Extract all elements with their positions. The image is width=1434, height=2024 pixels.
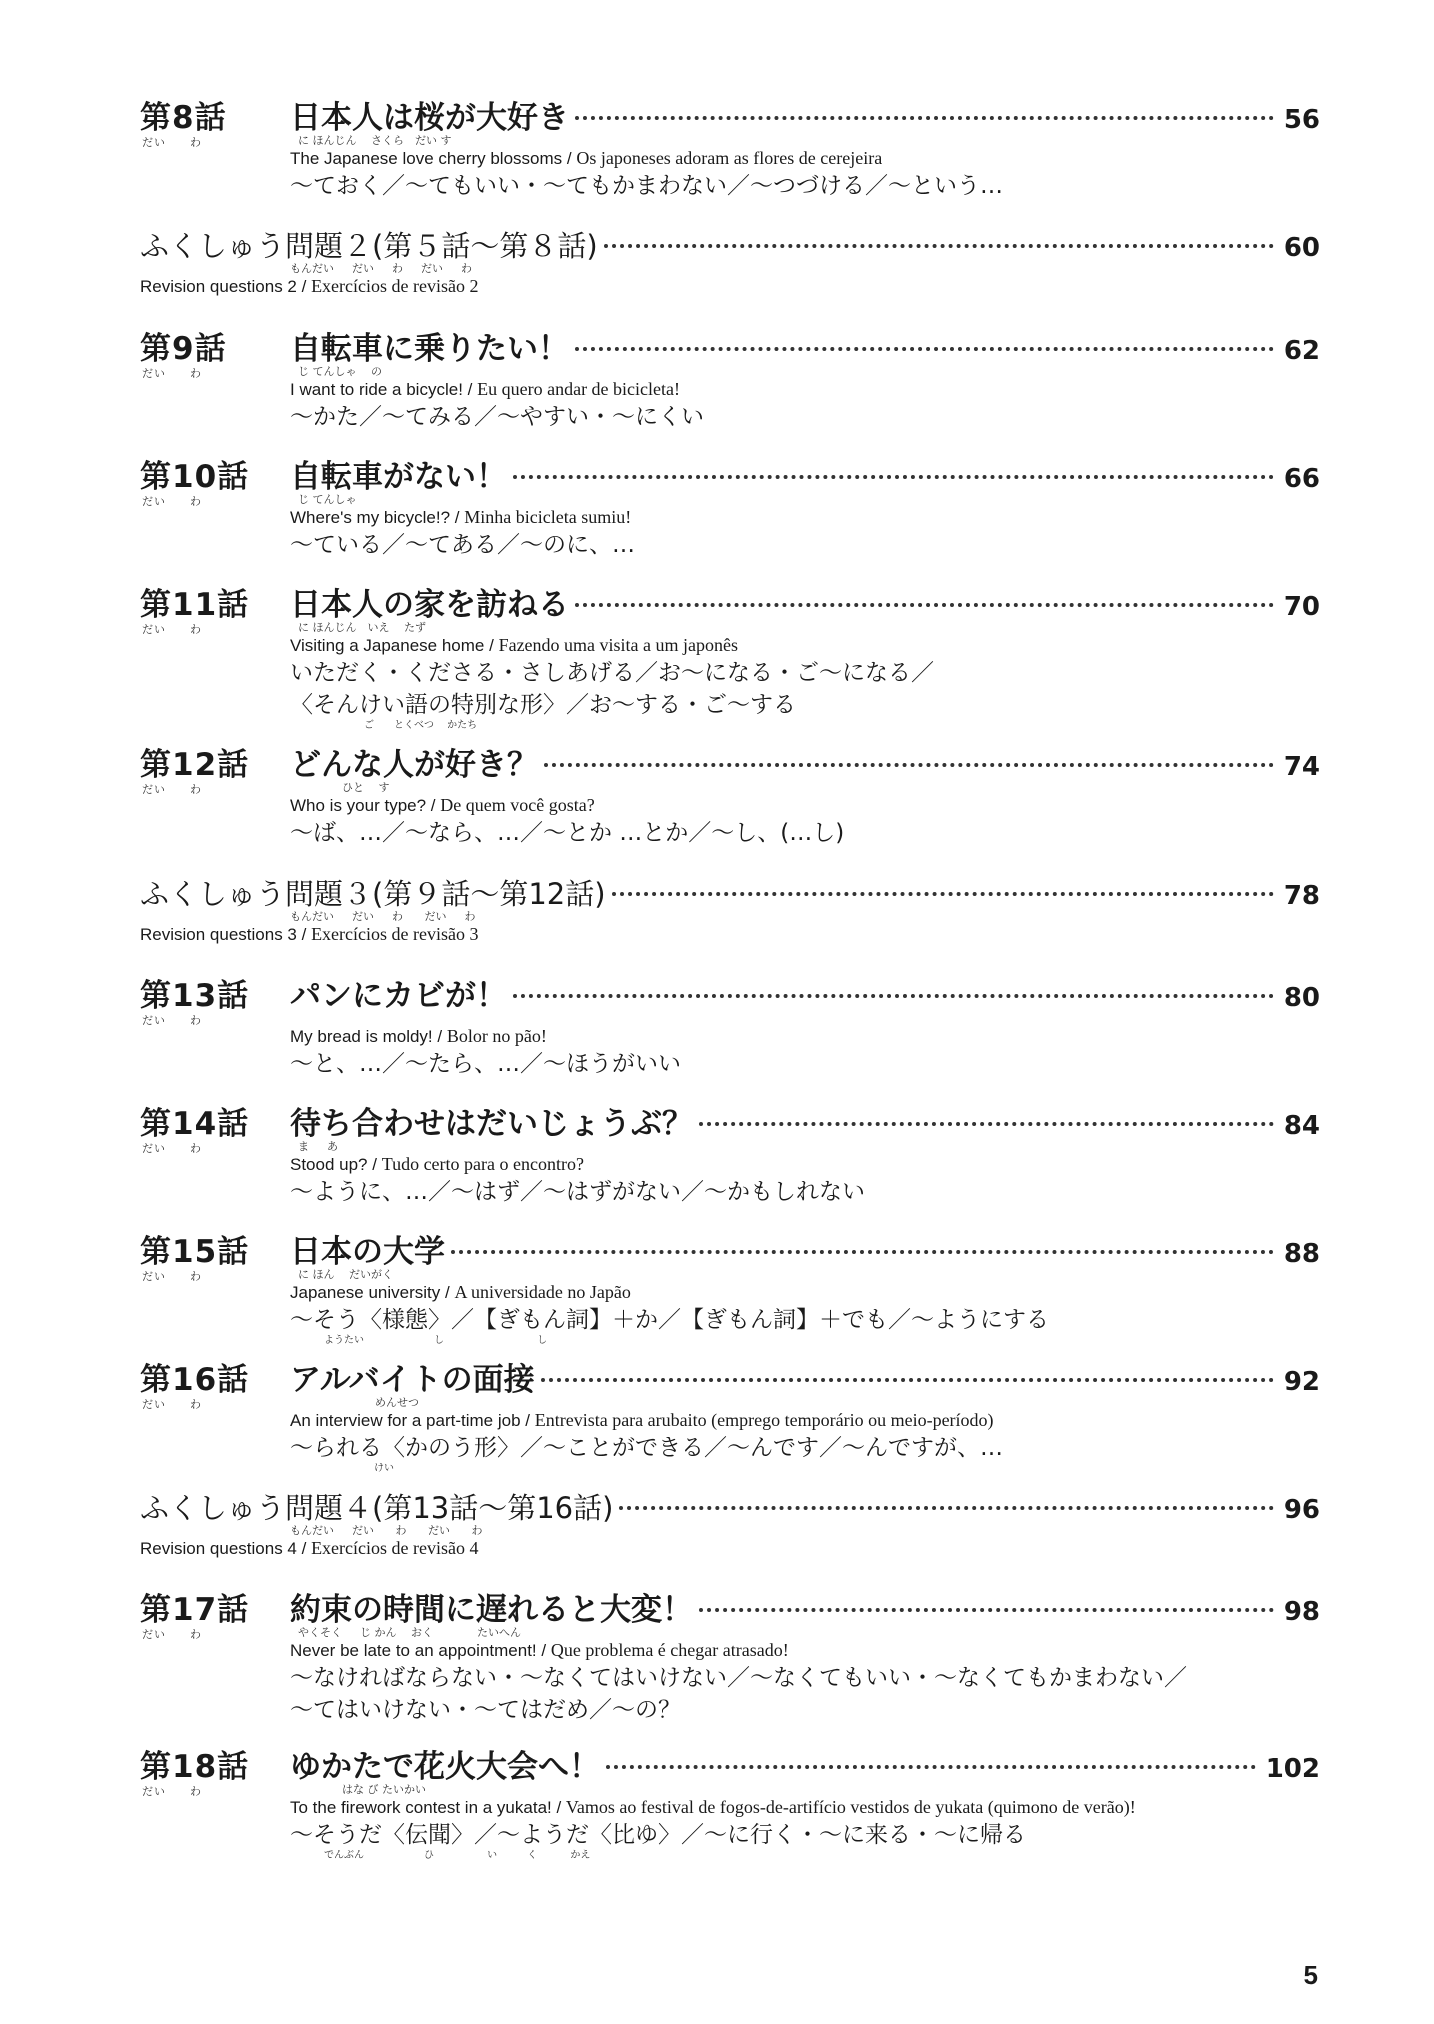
dot-leader bbox=[699, 1608, 1274, 1612]
dot-leader bbox=[699, 1122, 1274, 1126]
grammar-ruby: けい bbox=[294, 1463, 394, 1474]
subtitle-english: An interview for a part-time job / bbox=[290, 1411, 530, 1430]
subtitle-english: Japanese university / bbox=[290, 1283, 450, 1302]
chapter-label: 第15話 bbox=[140, 1234, 250, 1270]
subtitle-portuguese: De quem você gosta? bbox=[440, 795, 595, 815]
dot-leader bbox=[604, 244, 1274, 248]
title-ruby: じ てんしゃ bbox=[298, 493, 357, 506]
dot-leader bbox=[606, 1765, 1256, 1769]
title-ruby: もんだい だい わ だい わ bbox=[290, 1524, 483, 1537]
chapter-label: 第11話 bbox=[140, 587, 250, 623]
chapter-label: 第10話 bbox=[140, 459, 250, 495]
subtitle-english: I want to ride a bicycle! / bbox=[290, 380, 473, 399]
chapter-title: 約束の時間に遅れると大変！ bbox=[290, 1592, 693, 1628]
chapter-title: ゆかたで花火大会へ！ bbox=[290, 1749, 600, 1785]
chapter-label: 第9話 bbox=[140, 331, 227, 367]
dot-leader bbox=[612, 892, 1274, 896]
grammar-points: 〜ておく／〜てもいい・〜てもかまわない／〜つづける／〜という… bbox=[290, 173, 1003, 199]
grammar-ruby: でんぶん ひ い く かえ bbox=[294, 1850, 591, 1861]
subtitle bbox=[140, 1537, 1320, 1560]
grammar-points: 〜と、…／〜たら、…／〜ほうがいい bbox=[290, 1051, 681, 1077]
grammar-points: 〜られる〈かのう形〉／〜ことができる／〜んです／〜んですが、… bbox=[290, 1435, 1003, 1461]
chapter-label-ruby: だい わ bbox=[142, 1014, 202, 1027]
grammar-points-line-1: いただく・くださる・さしあげる／お〜になる・ご〜になる／ bbox=[290, 660, 934, 686]
grammar-ruby: ようたい し し bbox=[294, 1335, 548, 1346]
chapter-label-ruby: だい わ bbox=[142, 783, 202, 796]
subtitle bbox=[290, 506, 1320, 529]
revision-title: ふくしゅう問題２(第５話〜第８話) bbox=[140, 229, 598, 263]
page-number: 78 bbox=[1283, 881, 1320, 911]
chapter-title: どんな人が好き？ bbox=[290, 747, 538, 783]
page-number: 96 bbox=[1283, 1495, 1320, 1525]
dot-leader bbox=[575, 347, 1274, 351]
title-ruby: やくそく じ かん おく たいへん bbox=[298, 1626, 521, 1639]
grammar-points-line-1: 〜なければならない・〜なくてはいけない／〜なくてもいい・〜なくてもかまわない／ bbox=[290, 1665, 1187, 1691]
dot-leader bbox=[541, 1378, 1274, 1382]
subtitle-portuguese: Fazendo uma visita a um japonês bbox=[498, 635, 739, 655]
dot-leader bbox=[513, 994, 1274, 998]
grammar-points-line-2: 〜てはいけない・〜てはだめ／〜の？ bbox=[290, 1697, 681, 1723]
subtitle bbox=[290, 794, 1320, 817]
chapter-title: 日本人は桜が大好き bbox=[290, 100, 569, 136]
subtitle bbox=[290, 1639, 1320, 1662]
toc-entry-revision-2[interactable] bbox=[140, 226, 1320, 298]
subtitle bbox=[290, 1281, 1320, 1304]
subtitle bbox=[140, 275, 1320, 298]
page-number: 102 bbox=[1265, 1754, 1320, 1784]
subtitle-portuguese: A universidade no Japão bbox=[454, 1282, 631, 1302]
dot-leader bbox=[575, 116, 1274, 120]
grammar-points: 〜そうだ〈伝聞〉／〜ようだ〈比ゆ〉／〜に行く・〜に来る・〜に帰る bbox=[290, 1822, 1026, 1848]
chapter-label: 第8話 bbox=[140, 100, 227, 136]
subtitle bbox=[290, 1796, 1320, 1819]
grammar-ruby: ご とくべつ かたち bbox=[294, 720, 478, 731]
chapter-title: 日本の大学 bbox=[290, 1234, 445, 1270]
page-number: 88 bbox=[1283, 1239, 1320, 1269]
chapter-label-ruby: だい わ bbox=[142, 367, 202, 380]
page-number: 74 bbox=[1283, 752, 1320, 782]
chapter-label-ruby: だい わ bbox=[142, 136, 202, 149]
subtitle-english: Revision questions 2 / bbox=[140, 277, 307, 296]
subtitle-portuguese: Os japoneses adoram as flores de cerejeira bbox=[576, 148, 883, 168]
footer-page-number: 5 bbox=[1303, 1960, 1318, 1990]
subtitle-portuguese: Bolor no pão! bbox=[446, 1026, 547, 1046]
title-ruby: もんだい だい わ だい わ bbox=[290, 262, 472, 275]
subtitle-portuguese: Entrevista para arubaito (emprego temporário ou meio-período) bbox=[534, 1410, 994, 1430]
chapter-label: 第17話 bbox=[140, 1592, 250, 1628]
page-number: 98 bbox=[1283, 1597, 1320, 1627]
toc-entry-revision-4[interactable] bbox=[140, 1488, 1320, 1560]
toc-entry-revision-3[interactable] bbox=[140, 874, 1320, 946]
subtitle-english: Visiting a Japanese home / bbox=[290, 636, 494, 655]
chapter-label-ruby: だい わ bbox=[142, 1398, 202, 1411]
title-ruby: じ てんしゃ の bbox=[298, 365, 382, 378]
page-number: 66 bbox=[1283, 464, 1320, 494]
subtitle-english: Stood up? / bbox=[290, 1155, 377, 1174]
chapter-title: アルバイトの面接 bbox=[290, 1362, 535, 1398]
page-number: 62 bbox=[1283, 336, 1320, 366]
title-ruby: ま あ bbox=[298, 1140, 338, 1153]
grammar-points: 〜かた／〜てみる／〜やすい・〜にくい bbox=[290, 404, 704, 430]
grammar-points: 〜ている／〜てある／〜のに、… bbox=[290, 532, 635, 558]
subtitle-portuguese: Exercícios de revisão 4 bbox=[311, 1538, 479, 1558]
chapter-label-ruby: だい わ bbox=[142, 1142, 202, 1155]
page-number: 56 bbox=[1283, 105, 1320, 135]
chapter-title: パンにカビが！ bbox=[290, 978, 507, 1014]
subtitle-english: The Japanese love cherry blossoms / bbox=[290, 149, 572, 168]
subtitle-english: To the firework contest in a yukata! / bbox=[290, 1798, 562, 1817]
subtitle-portuguese: Exercícios de revisão 3 bbox=[311, 924, 479, 944]
revision-title: ふくしゅう問題３(第９話〜第12話) bbox=[140, 877, 606, 911]
subtitle bbox=[290, 1409, 1320, 1432]
grammar-points: 〜ば、…／〜なら、…／〜とか …とか／〜し、(…し) bbox=[290, 820, 845, 846]
chapter-label: 第18話 bbox=[140, 1749, 250, 1785]
grammar-points-line-2: 〈そんけい語の特別な形〉／お〜する・ご〜する bbox=[290, 692, 796, 718]
subtitle-english: Where's my bicycle!? / bbox=[290, 508, 460, 527]
chapter-label-ruby: だい わ bbox=[142, 1785, 202, 1798]
title-ruby: ひと す bbox=[298, 781, 390, 794]
dot-leader bbox=[575, 603, 1274, 607]
subtitle-english: Revision questions 4 / bbox=[140, 1539, 307, 1558]
dot-leader bbox=[544, 763, 1274, 767]
chapter-label-ruby: だい わ bbox=[142, 495, 202, 508]
subtitle-portuguese: Eu quero andar de bicicleta! bbox=[477, 379, 681, 399]
subtitle-portuguese: Exercícios de revisão 2 bbox=[311, 276, 479, 296]
dot-leader bbox=[619, 1506, 1273, 1510]
subtitle bbox=[290, 147, 1320, 170]
title-ruby: に ほんじん さくら だい す bbox=[298, 134, 452, 147]
chapter-label: 第14話 bbox=[140, 1106, 250, 1142]
page-number: 92 bbox=[1283, 1367, 1320, 1397]
title-ruby: に ほんじん いえ たず bbox=[298, 621, 426, 634]
chapter-label: 第12話 bbox=[140, 747, 250, 783]
title-ruby: はな び たいかい bbox=[298, 1783, 426, 1796]
subtitle-portuguese: Vamos ao festival de fogos-de-artifício vestidos de yukata (quimono de verão)! bbox=[565, 1797, 1136, 1817]
title-ruby: めんせつ bbox=[298, 1396, 419, 1409]
page-number: 60 bbox=[1283, 233, 1320, 263]
grammar-points: 〜ように、…／〜はず／〜はずがない／〜かもしれない bbox=[290, 1179, 865, 1205]
chapter-title: 日本人の家を訪ねる bbox=[290, 587, 569, 623]
chapter-title: 自転車がない！ bbox=[290, 459, 507, 495]
subtitle bbox=[290, 1025, 1320, 1048]
subtitle-portuguese: Tudo certo para o encontro? bbox=[381, 1154, 584, 1174]
subtitle-english: Never be late to an appointment! / bbox=[290, 1641, 547, 1660]
dot-leader bbox=[451, 1250, 1274, 1254]
chapter-label: 第13話 bbox=[140, 978, 250, 1014]
chapter-title: 自転車に乗りたい！ bbox=[290, 331, 569, 367]
chapter-label: 第16話 bbox=[140, 1362, 250, 1398]
subtitle bbox=[290, 634, 1320, 657]
subtitle bbox=[290, 1153, 1320, 1176]
chapter-label-ruby: だい わ bbox=[142, 623, 202, 636]
page-number: 80 bbox=[1283, 983, 1320, 1013]
dot-leader bbox=[513, 475, 1274, 479]
subtitle-english: Revision questions 3 / bbox=[140, 925, 307, 944]
chapter-title: 待ち合わせはだいじょうぶ？ bbox=[290, 1106, 693, 1142]
page-number: 70 bbox=[1283, 592, 1320, 622]
title-ruby: に ほん だいがく bbox=[298, 1268, 393, 1281]
subtitle-english: Who is your type? / bbox=[290, 796, 436, 815]
subtitle-english: My bread is moldy! / bbox=[290, 1027, 443, 1046]
title-ruby: もんだい だい わ だい わ bbox=[290, 910, 476, 923]
subtitle bbox=[140, 923, 1320, 946]
revision-title: ふくしゅう問題４(第13話〜第16話) bbox=[140, 1491, 614, 1525]
subtitle-portuguese: Minha bicicleta sumiu! bbox=[464, 507, 632, 527]
subtitle bbox=[290, 378, 1320, 401]
chapter-label-ruby: だい わ bbox=[142, 1628, 202, 1641]
grammar-points: 〜そう〈様態〉／【ぎもん詞】＋か／【ぎもん詞】＋でも／〜ようにする bbox=[290, 1307, 1049, 1333]
chapter-label-ruby: だい わ bbox=[142, 1270, 202, 1283]
subtitle-portuguese: Que problema é chegar atrasado! bbox=[550, 1640, 789, 1660]
page-number: 84 bbox=[1283, 1111, 1320, 1141]
